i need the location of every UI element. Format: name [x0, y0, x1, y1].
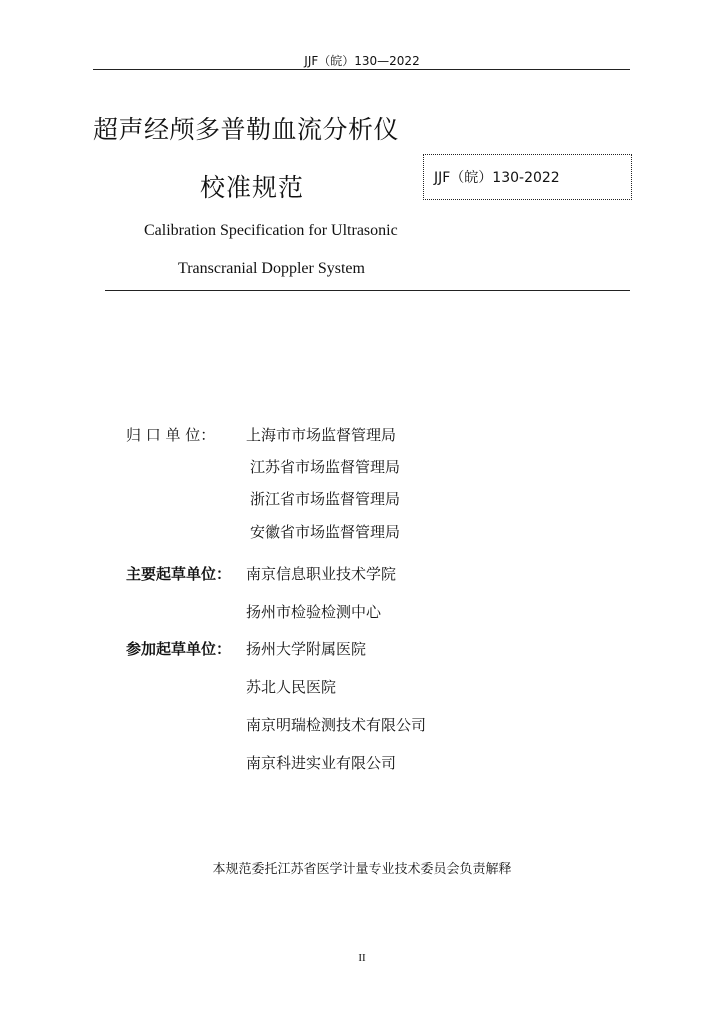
title-chinese-line1: 超声经颅多普勒血流分析仪 [93, 115, 400, 144]
participating-drafting-unit-4: 南京科进实业有限公司 [246, 754, 397, 772]
participating-drafting-unit-2: 苏北人民医院 [246, 678, 337, 696]
main-drafting-unit-label: 主要起草单位： [126, 565, 232, 583]
title-english-line1: Calibration Specification for Ultrasonic [144, 222, 398, 239]
specification-code-box: JJF（皖）130-2022 [423, 154, 632, 200]
title-rule [105, 290, 630, 291]
responsible-unit-label: 归 口 单 位： [126, 426, 216, 444]
interpretation-note: 本规范委托江苏省医学计量专业技术委员会负责解释 [212, 862, 512, 877]
page-number: II [358, 952, 366, 964]
main-drafting-unit-2: 扬州市检验检测中心 [246, 603, 382, 621]
responsible-unit-1: 上海市市场监督管理局 [246, 426, 397, 444]
header-document-code: JJF（皖）130—2022 [304, 54, 420, 68]
responsible-unit-4: 安徽省市场监督管理局 [250, 523, 401, 541]
title-chinese-line2: 校准规范 [200, 173, 305, 202]
participating-drafting-unit-3: 南京明瑞检测技术有限公司 [246, 716, 427, 734]
title-english-line2: Transcranial Doppler System [178, 260, 365, 277]
participating-drafting-unit-label: 参加起草单位： [126, 640, 232, 658]
responsible-unit-3: 浙江省市场监督管理局 [250, 490, 401, 508]
main-drafting-unit-1: 南京信息职业技术学院 [246, 565, 397, 583]
header-rule [93, 69, 630, 70]
participating-drafting-unit-1: 扬州大学附属医院 [246, 640, 367, 658]
responsible-unit-2: 江苏省市场监督管理局 [250, 458, 401, 476]
